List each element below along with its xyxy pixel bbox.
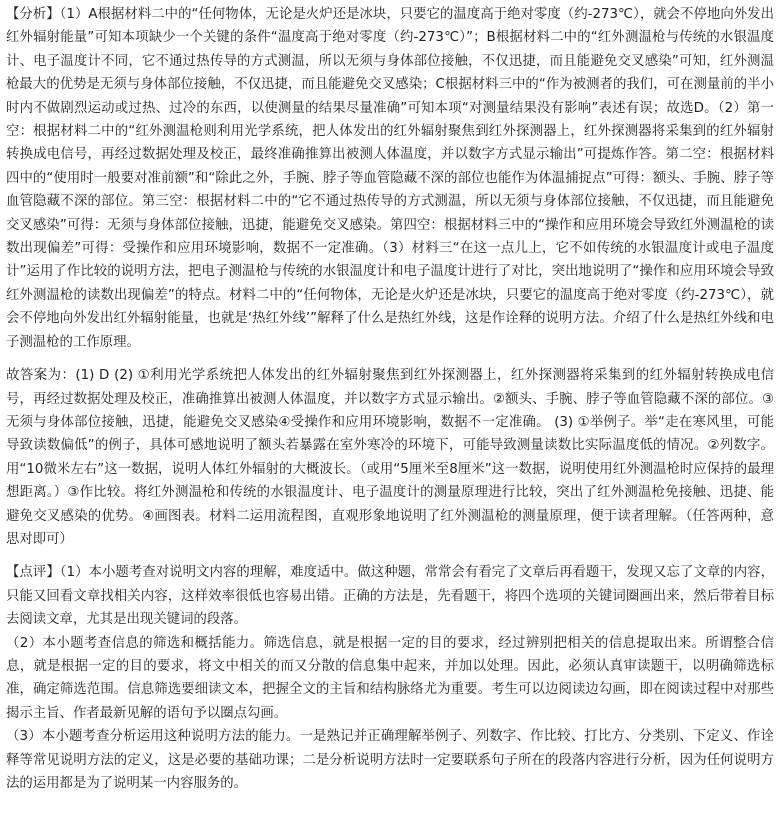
comment-paragraph-1: 【点评】（1）本小题考查对说明文内容的理解，难度适中。做这种题，常常会有看完了文章后再看题干，发现又忘了文章的内容，只能又回看文章找相关内容，这样效率很低也容易出错。正确的方法是，先看题干，将四个选项的关键词圈画出来，然后带着目标去阅读文章，尤其是出现关键词的段落。 [6,565,774,628]
answer-paragraph: 故答案为：(1) D (2) ①利用光学系统把人体发出的红外辐射聚焦到红外探测器上，红外探测器将采集到的红外辐射转换成电信号，再经过数据处理及校正，准确推算出被测人体温度，并以数字方式显示输出。②额头、手腕、脖子等血管隐藏不深的部位。③无须与身体部位接触，迅捷，能避免交叉感染④受操作和应用环境影响，数据不一定准确。 (3) ①举例子。举“走在寒风里，可能导致读数偏低”的例子，具体可感地说明了额头若暴露在室外寒冷的环境下，可能导致测量读数比实际温度低的情况。②列数字。用“10微米左右”这一数据，说明人体红外辐射的大概波长。（或用“5厘米至8厘米”这一数据，说明使用红外测温枪时应保持的最理想距离。）③作比较。将红外测温枪和传统的水银温度计、电子温度计的测量原理进行比较，突出了红外测温枪免接触、迅捷、能避免交叉感染的优势。④画图表。材料二运用流程图，直观形象地说明了红外测温枪的测量原理，便于读者理解。（任答两种，意思对即可） [6,368,774,547]
spacer [6,551,774,561]
spacer [6,354,774,364]
analysis-paragraph: 【分析】（1）A根据材料二中的“任何物体，无论是火炉还是冰块，只要它的温度高于绝对零度（约-273℃），就会不停地向外发出红外辐射能量”可知本项缺少一个关键的条件“温度高于绝对零度（约-273℃）”；B根据材料二中的“红外测温枪与传统的水银温度计、电子温度计不同，它不通过热传导的方式测温，所以无须与身体部位接触，不仅迅捷，而且能避免交叉感染”可知，红外测温枪最大的优势是无须与身体部位接触，不仅迅捷，而且能避免交叉感染；C根据材料三中的“作为被测者的我们，可在测量前的半小时内不做剧烈运动或过热、过冷的东西，以使测量的结果尽量准确”可知本项“对测量结果没有影响”表述有误；故选D。（2）第一空：根据材料二中的“红外测温枪则利用光学系统，把人体发出的红外辐射聚焦到红外探测器上，红外探测器将采集到的红外辐射转换成电信号，再经过数据处理及校正，最终准确推算出被测人体温度，并以数字方式显示输出”可提炼作答。第二空：根据材料四中的“使用时一般要对准前额”和“除此之外，手腕、脖子等血管隐藏不深的部位也能作为体温捕捉点”可得：额头、手腕、脖子等血管隐藏不深的部位。第三空：根据材料二中的“它不通过热传导的方式测温，所以无须与身体部位接触，不仅迅捷，而且能避免交叉感染”可得：无须与身体部位接触，迅捷，能避免交叉感染。第四空：根据材料三中的“操作和应用环境会导致红外测温枪的读数出现偏差”可得：受操作和应用环境影响，数据不一定准确。（3）材料三“在这一点儿上，它不如传统的水银温度计或电子温度计”运用了作比较的说明方法，把电子测温枪与传统的水银温度计和电子温度计进行了对比，突出地说明了“操作和应用环境会导致红外测温枪的读数出现偏差”的特点。材料二中的“任何物体，无论是火炉还是冰块，只要它的温度高于绝对零度（约-273℃），就会不停地向外发出红外辐射能量，也就是‘热红外线’”解释了什么是热红外线，这是作诠释的说明方法。介绍了什么是热红外线和电子测温枪的工作原理。 [6,7,774,350]
comment-paragraph-2: （2）本小题考查信息的筛选和概括能力。筛选信息，就是根据一定的目的要求，经过辨别把相关的信息提取出来。所谓整合信息，就是根据一定的目的要求，将文中相关的而又分散的信息集中起来，并加以处理。因此，必须认真审读题干，以明确筛选标准，确定筛选范围。信息筛选要细读文本，把握全文的主旨和结构脉络尤为重要。考生可以边阅读边勾画，即在阅读过程中对那些揭示主旨、作者最新见解的语句予以圈点勾画。 [6,635,774,721]
comment-paragraph-3: （3）本小题考查分析运用这种说明方法的能力。一是熟记并正确理解举例子、列数字、作比较、打比方、分类别、下定义、作诠释等常见说明方法的定义，这是必要的基础功课；二是分析说明方法时一定要联系句子所在的段落内容进行分析，因为任何说明方法的运用都是为了说明某一内容服务的。 [6,729,774,791]
